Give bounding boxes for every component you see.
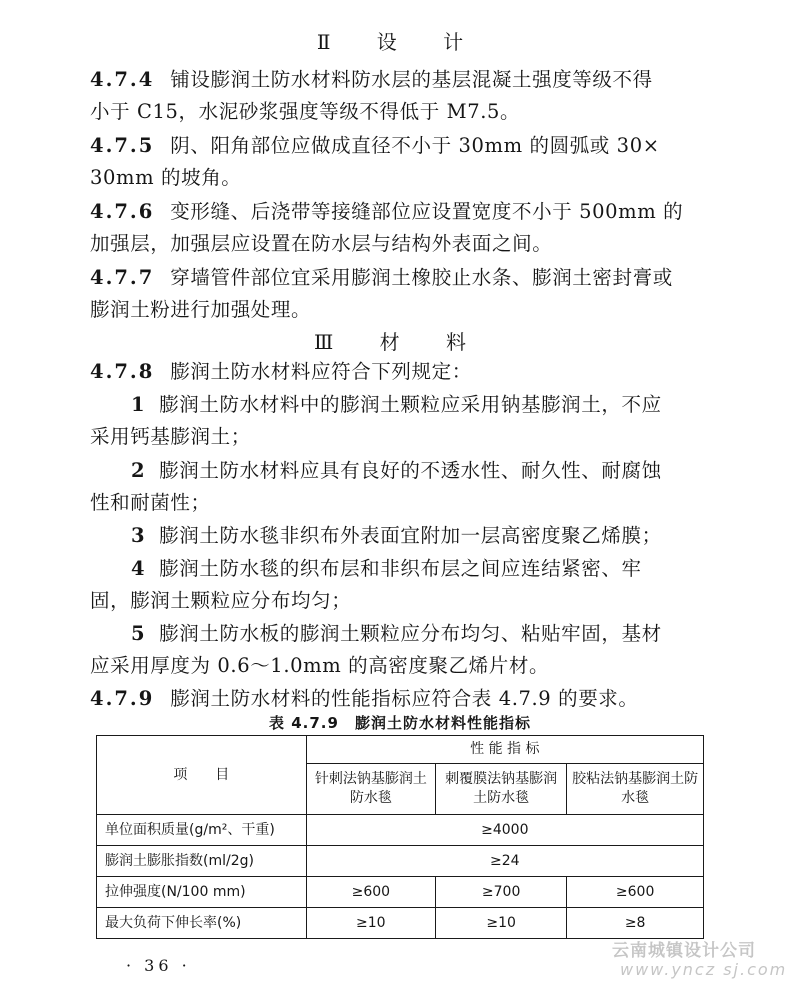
watermark-url: www.yncz sj.com <box>620 960 788 979</box>
row-value-merged: ≥4000 <box>306 815 703 846</box>
header-film-coated: 刺覆膜法钠基膨润土防水毯 <box>436 764 567 815</box>
clause-text: 膨润土防水材料应符合下列规定： <box>170 360 472 383</box>
section-heading-materials: Ⅲ 材 料 <box>313 330 486 354</box>
table-caption-number: 表 4.7.9 <box>269 714 339 732</box>
item-text: 膨润土防水材料中的膨润土颗粒应采用钠基膨润土，不应 <box>159 393 662 416</box>
clause-text: 膨润土防水材料的性能指标应符合表 4.7.9 的要求。 <box>170 687 639 710</box>
section-heading-design: Ⅱ 设 计 <box>316 30 484 54</box>
header-performance-group: 性 能 指 标 <box>306 736 703 764</box>
clause-4-7-8 <box>90 356 472 384</box>
row-value: ≥700 <box>436 877 567 908</box>
row-label: 最大负荷下伸长率(%) <box>97 908 307 939</box>
item-3-line-1 <box>131 520 662 548</box>
clause-4-7-6-line-1 <box>90 196 683 224</box>
item-number: 1 <box>131 393 146 416</box>
item-number: 2 <box>131 459 146 482</box>
performance-table <box>96 735 704 939</box>
clause-text: 穿墙管件部位宜采用膨润土橡胶止水条、膨润土密封膏或 <box>170 266 673 289</box>
clause-number: 4.7.9 <box>90 687 155 710</box>
clause-4-7-6-line-2: 加强层，加强层应设置在防水层与结构外表面之间。 <box>90 232 553 255</box>
clause-4-7-7-line-1 <box>90 262 673 290</box>
item-2-line-2: 性和耐菌性； <box>90 491 211 514</box>
row-value: ≥600 <box>306 877 435 908</box>
item-5-line-2: 应采用厚度为 0.6～1.0mm 的高密度聚乙烯片材。 <box>90 654 550 677</box>
row-label: 膨润土膨胀指数(ml/2g) <box>97 846 307 877</box>
row-value: ≥10 <box>436 908 567 939</box>
item-1-line-1 <box>131 389 662 417</box>
item-2-line-1 <box>131 455 662 483</box>
clause-number: 4.7.5 <box>90 134 155 157</box>
clause-4-7-5-line-2: 30mm 的坡角。 <box>90 166 242 189</box>
clause-4-7-4-line-1 <box>90 64 653 92</box>
clause-4-7-5-line-1 <box>90 130 660 158</box>
clause-4-7-7-line-2: 膨润土粉进行加强处理。 <box>90 298 312 321</box>
clause-text: 变形缝、后浇带等接缝部位应设置宽度不小于 500mm 的 <box>170 200 684 223</box>
clause-4-7-9 <box>90 683 639 711</box>
header-needle-punched: 针刺法钠基膨润土防水毯 <box>306 764 435 815</box>
table-row <box>97 815 704 846</box>
row-value: ≥600 <box>567 877 704 908</box>
row-value-merged: ≥24 <box>306 846 703 877</box>
item-number: 4 <box>131 557 146 580</box>
item-text: 膨润土防水材料应具有良好的不透水性、耐久性、耐腐蚀 <box>159 459 662 482</box>
header-item: 项 目 <box>97 736 307 815</box>
row-value: ≥10 <box>306 908 435 939</box>
page-number: · 36 · <box>126 956 191 975</box>
row-value: ≥8 <box>567 908 704 939</box>
row-label: 拉伸强度(N/100 mm) <box>97 877 307 908</box>
item-text: 膨润土防水毯的织布层和非织布层之间应连结紧密、牢 <box>159 557 642 580</box>
item-4-line-1 <box>131 553 642 581</box>
clause-number: 4.7.7 <box>90 266 155 289</box>
item-text: 膨润土防水毯非织布外表面宜附加一层高密度聚乙烯膜； <box>159 524 662 547</box>
table-caption-title: 膨润土防水材料性能指标 <box>354 714 531 732</box>
clause-number: 4.7.8 <box>90 360 155 383</box>
clause-text: 阴、阳角部位应做成直径不小于 30mm 的圆弧或 30× <box>170 134 660 157</box>
row-label: 单位面积质量(g/m²、干重) <box>97 815 307 846</box>
item-4-line-2: 固，膨润土颗粒应分布均匀； <box>90 589 352 612</box>
clause-text: 铺设膨润土防水材料防水层的基层混凝土强度等级不得 <box>170 68 653 91</box>
clause-4-7-4-line-2: 小于 C15，水泥砂浆强度等级不得低于 M7.5。 <box>90 100 521 123</box>
header-adhesive-bonded: 胶粘法钠基膨润土防水毯 <box>567 764 704 815</box>
table-row <box>97 846 704 877</box>
item-5-line-1 <box>131 618 662 646</box>
table-row <box>97 877 704 908</box>
watermark-company-name: 云南城镇设计公司 <box>612 941 756 961</box>
item-text: 膨润土防水板的膨润土颗粒应分布均匀、粘贴牢固，基材 <box>159 622 662 645</box>
item-1-line-2: 采用钙基膨润土； <box>90 425 251 448</box>
table-row <box>97 908 704 939</box>
item-number: 5 <box>131 622 146 645</box>
clause-number: 4.7.4 <box>90 68 155 91</box>
clause-number: 4.7.6 <box>90 200 155 223</box>
table-header-row <box>97 736 704 764</box>
item-number: 3 <box>131 524 146 547</box>
table-caption <box>0 712 800 733</box>
